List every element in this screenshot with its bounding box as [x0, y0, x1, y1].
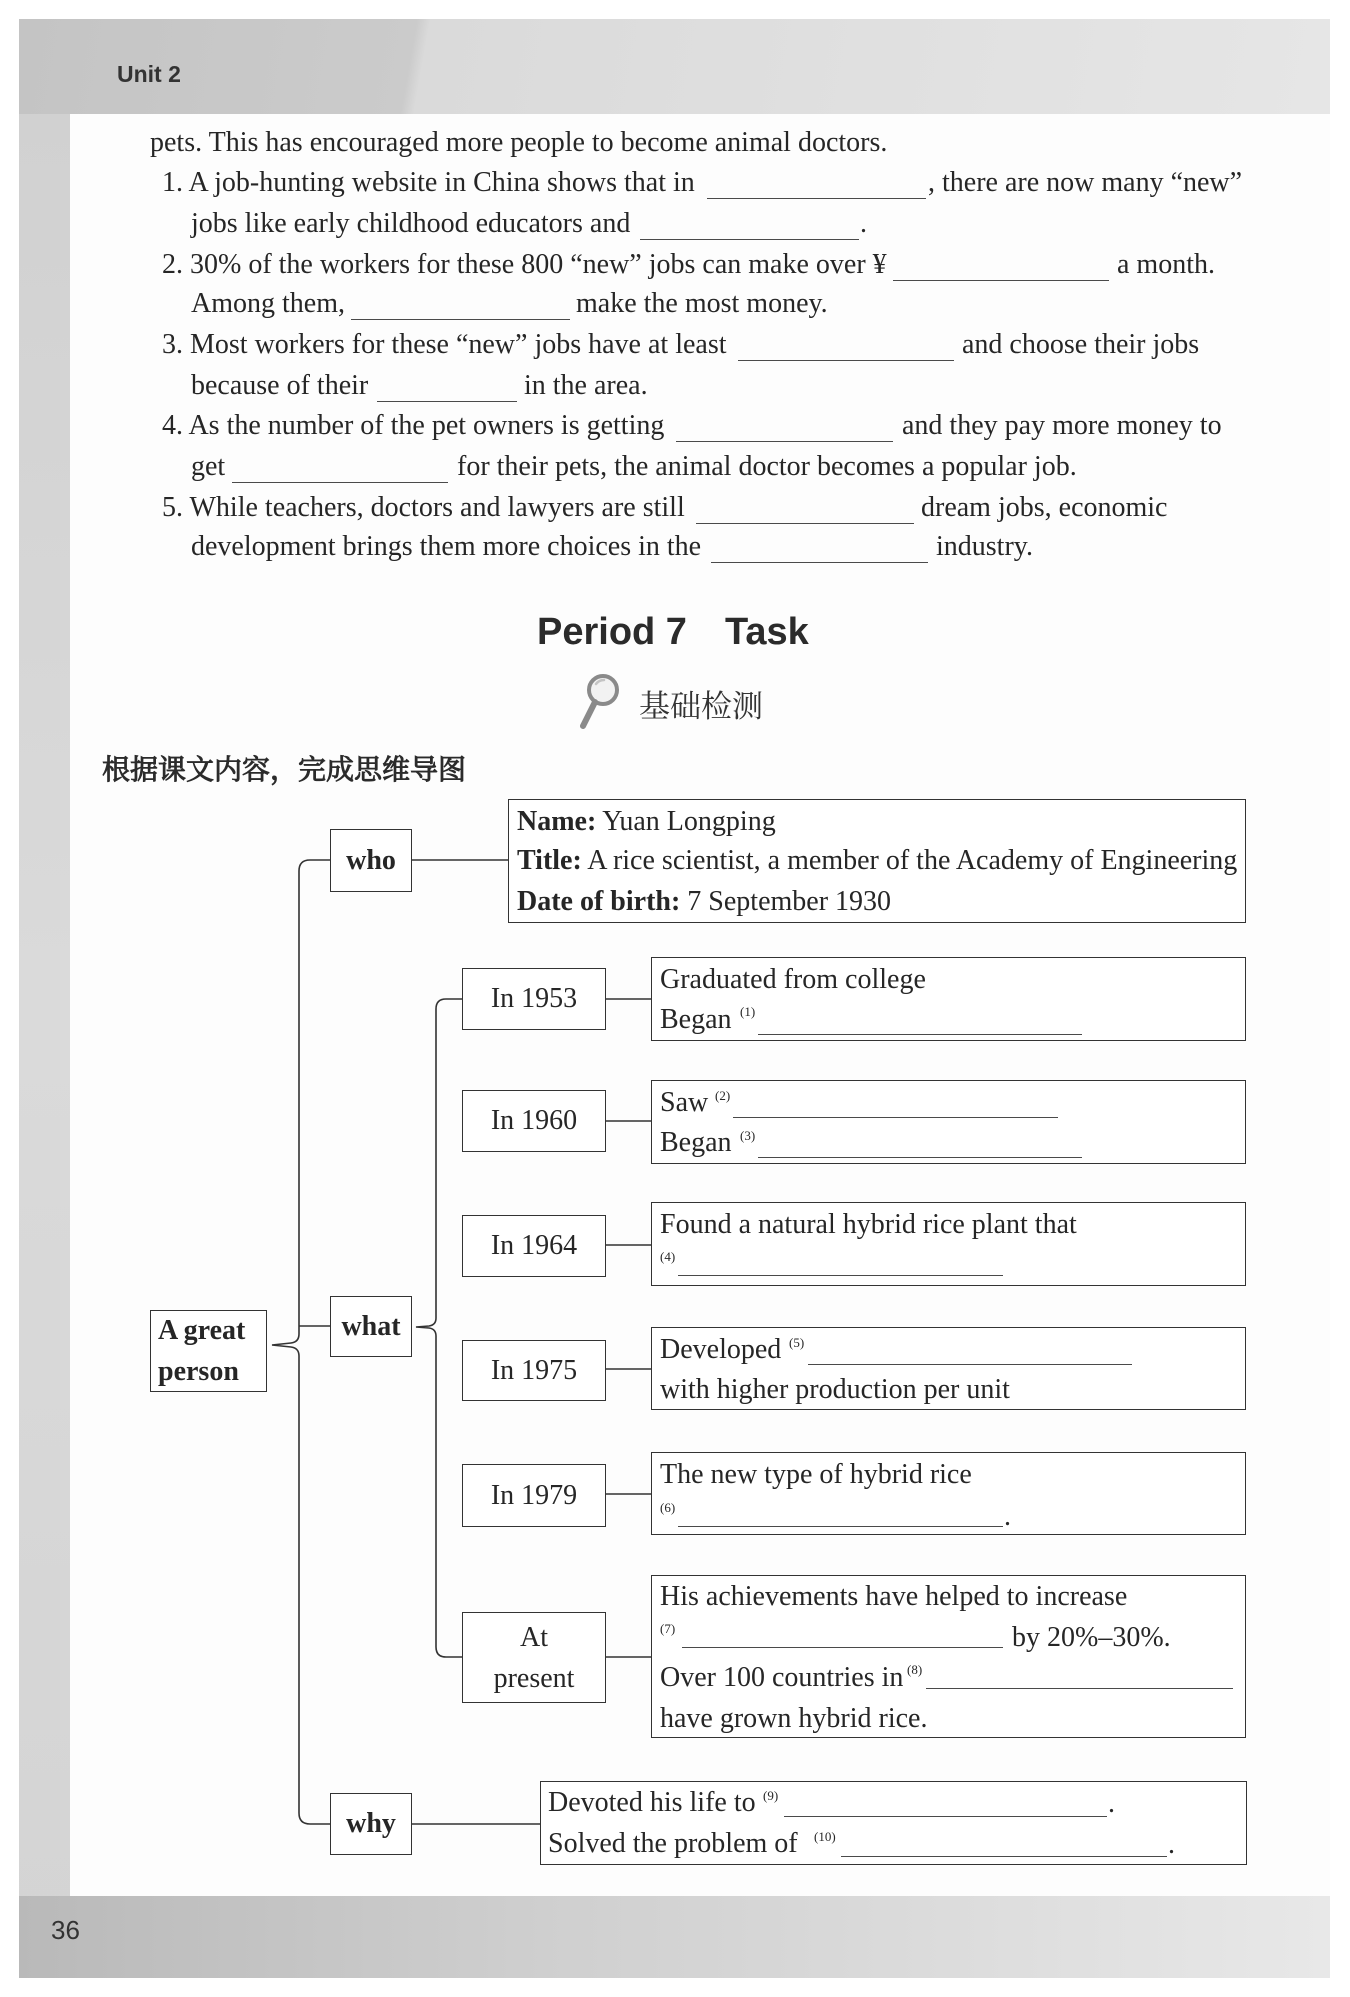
page-number: 36 [51, 1915, 80, 1945]
answer-blank [808, 1364, 1132, 1365]
year-box: In 1964 [462, 1215, 606, 1277]
root-label-line1: A great [158, 1315, 246, 1346]
why-text: . [1168, 1829, 1175, 1860]
blank-number: (4) [660, 1249, 676, 1264]
name-value: Yuan Longping [602, 806, 776, 837]
question-text: 4. As the number of the pet owners is getting [162, 410, 665, 441]
event-text: have grown hybrid rice. [660, 1703, 928, 1734]
blank-number: (5) [789, 1335, 805, 1350]
question-text: jobs like early childhood educators and [191, 208, 631, 239]
question-text: 2. 30% of the workers for these 800 “new” jobs can make over ¥ [162, 249, 887, 280]
event-text: Began [660, 1004, 732, 1035]
root-label-line2: person [158, 1356, 239, 1387]
event-text: Began [660, 1127, 732, 1158]
what-spine [416, 999, 462, 1657]
question-text: in the area. [524, 370, 648, 401]
year-box: In 1960 [462, 1090, 606, 1152]
why-text: . [1108, 1788, 1115, 1819]
event-text: Graduated from college [660, 964, 926, 995]
instruction-text: 根据课文内容，完成思维导图 [102, 753, 467, 786]
event-text: The new type of hybrid rice [660, 1459, 972, 1490]
unit-label: Unit 2 [117, 61, 181, 87]
answer-blank [682, 1647, 1003, 1648]
answer-blank [733, 1117, 1058, 1118]
question-text: because of their [191, 370, 369, 401]
blank-number: (3) [740, 1128, 756, 1143]
event-text: by 20%–30%. [1012, 1622, 1171, 1653]
period-subtitle: Task [725, 611, 809, 653]
question-text: and they pay more money to [902, 410, 1222, 441]
why-text: Devoted his life to [548, 1787, 756, 1818]
title-line [517, 847, 1237, 875]
question-text: dream jobs, economic [921, 492, 1168, 523]
question-text: Among them, [191, 288, 345, 319]
title-label: Title: [517, 845, 582, 876]
who-box: who [330, 829, 412, 892]
intro-text: pets. This has encouraged more people to become animal doctors. [150, 127, 888, 158]
question-text: and choose their jobs [962, 329, 1200, 360]
name-label: Name: [517, 806, 597, 837]
blank-number: (6) [660, 1500, 676, 1515]
title-value: A rice scientist, a member of the Academy of Engineering [587, 845, 1238, 876]
event-text: . [1004, 1501, 1011, 1532]
year-line: At [520, 1621, 548, 1653]
blank-number: (9) [763, 1788, 779, 1803]
question-text: make the most money. [576, 288, 828, 319]
answer-blank [678, 1275, 1003, 1276]
what-box: what [330, 1296, 412, 1357]
dob-value: 7 September 1930 [687, 886, 892, 917]
event-text: Developed [660, 1334, 782, 1365]
event-text: Saw [660, 1087, 709, 1118]
year-box [462, 1612, 606, 1703]
blank-number: (1) [740, 1004, 756, 1019]
answer-blank [784, 1816, 1107, 1817]
event-text: Over 100 countries in [660, 1662, 904, 1693]
blank-number: (2) [715, 1088, 731, 1103]
blank-number: (7) [660, 1621, 676, 1636]
answer-blank [758, 1157, 1082, 1158]
root-spine [272, 860, 330, 1824]
event-text: with higher production per unit [660, 1374, 1010, 1405]
dob-line [517, 888, 891, 916]
question-text: development brings them more choices in the [191, 531, 702, 562]
question-text: 1. A job-hunting website in China shows that in [162, 167, 695, 198]
question-text: , there are now many “new” [928, 167, 1243, 198]
blank-number: (8) [907, 1662, 923, 1677]
name-line [517, 808, 776, 836]
event-text: Found a natural hybrid rice plant that [660, 1209, 1077, 1240]
year-box: In 1975 [462, 1340, 606, 1401]
section-heading: 基础检测 [639, 689, 763, 725]
answer-blank [758, 1034, 1082, 1035]
blank-number: (10) [814, 1829, 836, 1844]
question-text: a month. [1117, 249, 1215, 280]
year-box: In 1979 [462, 1464, 606, 1527]
why-text: Solved the problem of [548, 1828, 798, 1859]
dob-label: Date of birth: [517, 886, 681, 917]
answer-blank [678, 1526, 1003, 1527]
event-box [651, 1080, 1246, 1164]
question-text: 3. Most workers for these “new” jobs have at least [162, 329, 727, 360]
period-title: Period 7 [537, 611, 687, 653]
question-text: for their pets, the animal doctor becomes a popular job. [457, 451, 1077, 482]
question-text: industry. [936, 531, 1033, 562]
why-box: why [330, 1793, 412, 1855]
year-line: present [493, 1662, 575, 1694]
question-text: get [191, 451, 226, 482]
event-text: His achievements have helped to increase [660, 1581, 1128, 1612]
question-text: 5. While teachers, doctors and lawyers are still [162, 492, 685, 523]
year-box: In 1953 [462, 968, 606, 1030]
answer-blank [926, 1688, 1233, 1689]
question-text: . [860, 208, 867, 239]
answer-blank [841, 1856, 1167, 1857]
